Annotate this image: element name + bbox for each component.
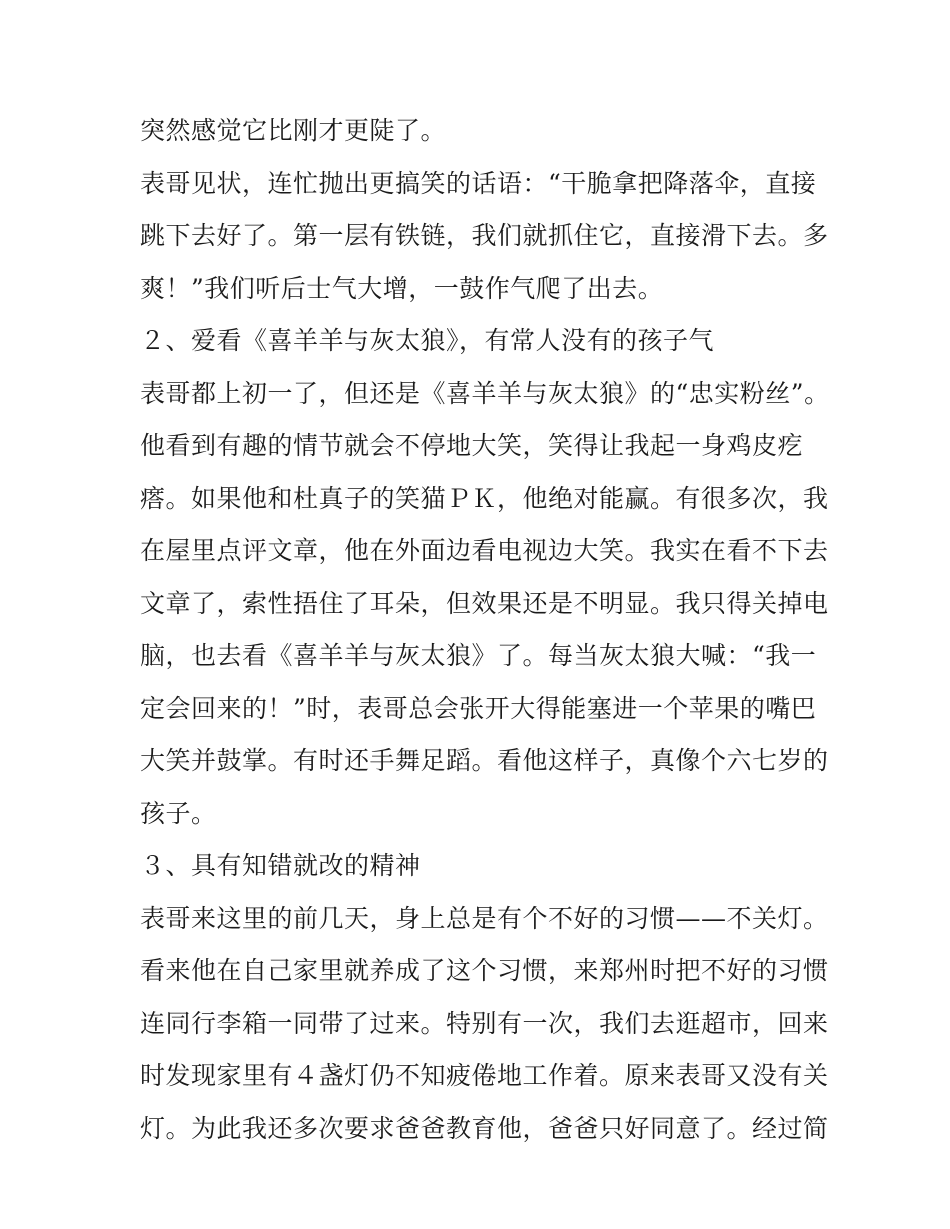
paragraph-line: 跳下去好了。第一层有铁链，我们就抓住它，直接滑下去。多 <box>140 221 829 250</box>
paragraph-line: 大笑并鼓掌。有时还手舞足蹈。看他这样子，真像个六七岁的 <box>140 746 829 775</box>
paragraph-line: 文章了，索性捂住了耳朵，但效果还是不明显。我只得关掉电 <box>140 588 829 618</box>
paragraph-line: 表哥见状，连忙抛出更搞笑的话语：“干脆拿把降落伞，直接 <box>140 168 817 198</box>
paragraph-line: 他看到有趣的情节就会不停地大笑，笑得让我起一身鸡皮疙 <box>140 431 804 460</box>
paragraph-line: 定会回来的！”时，表哥总会张开大得能塞进一个苹果的嘴巴 <box>140 693 817 723</box>
document-body <box>140 105 830 1155</box>
paragraph-line: 爽！”我们听后士气大增，一鼓作气爬了出去。 <box>140 273 664 303</box>
paragraph-line: 连同行李箱一同带了过来。特别有一次，我们去逛超市，回来 <box>140 1008 829 1038</box>
paragraph-line: 孩子。 <box>140 798 217 828</box>
paragraph-line: 表哥来这里的前几天，身上总是有个不好的习惯——不关灯。 <box>140 903 829 933</box>
paragraph-line: 脑，也去看《喜羊羊与灰太狼》了。每当灰太狼大喊：“我一 <box>140 641 817 670</box>
section-heading: ３、具有知错就改的精神 <box>140 851 421 880</box>
paragraph-line: 灯。为此我还多次要求爸爸教育他，爸爸只好同意了。经过简 <box>140 1113 829 1143</box>
paragraph-line: 瘩。如果他和杜真子的笑猫ＰＫ，他绝对能赢。有很多次，我 <box>140 483 829 513</box>
paragraph-line: 突然感觉它比刚才更陡了。 <box>140 116 447 145</box>
paragraph-line: 表哥都上初一了，但还是《喜羊羊与灰太狼》的“忠实粉丝”。 <box>140 378 830 408</box>
paragraph-line: 在屋里点评文章，他在外面边看电视边大笑。我实在看不下去 <box>140 536 829 565</box>
paragraph-line: 时发现家里有４盏灯仍不知疲倦地工作着。原来表哥又没有关 <box>140 1061 829 1090</box>
section-heading: ２、爱看《喜羊羊与灰太狼》，有常人没有的孩子气 <box>140 326 715 355</box>
paragraph-line: 看来他在自己家里就养成了这个习惯，来郑州时把不好的习惯 <box>140 956 829 985</box>
